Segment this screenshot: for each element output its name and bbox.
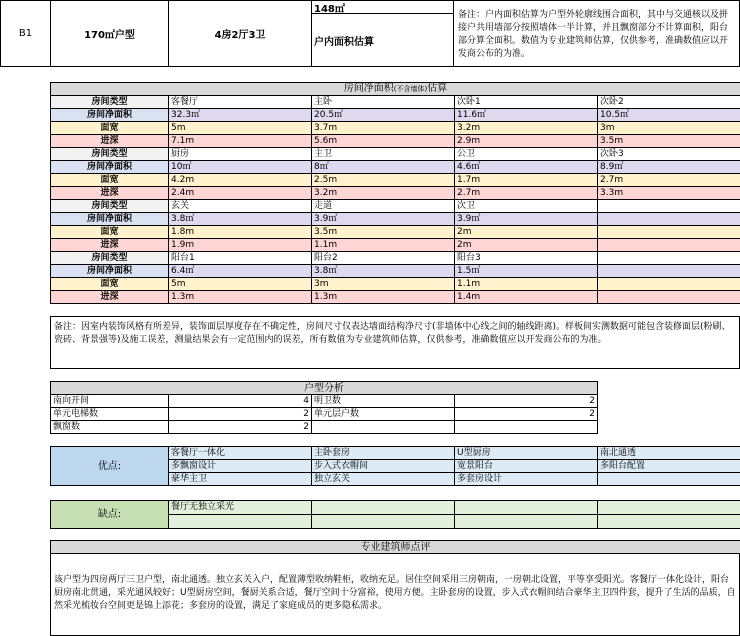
room-depth-label: 进深 [51, 187, 169, 200]
room-area-cell: 3.9㎡ [312, 213, 455, 226]
analysis-key [312, 421, 455, 434]
room-area-cell: 20.5㎡ [312, 109, 455, 122]
cons-item [169, 515, 312, 529]
room-depth-cell: 3.2m [312, 187, 455, 200]
analysis-row [51, 421, 598, 434]
room-depth-label: 进深 [51, 291, 169, 304]
net-area-row [51, 200, 740, 213]
room-depth-cell: 1.1m [312, 239, 455, 252]
area-label: 户内面积估算 [311, 13, 454, 67]
room-type-cell [598, 200, 740, 213]
room-depth-cell: 3.5m [598, 135, 740, 148]
room-width-label: 面宽 [51, 122, 169, 135]
room-area-cell: 32.3㎡ [169, 109, 312, 122]
pros-item: 步入式衣帽间 [312, 460, 455, 473]
pros-item: 豪华主卫 [169, 473, 312, 486]
room-area-cell: 4.6㎡ [455, 161, 598, 174]
room-width-label: 面宽 [51, 278, 169, 291]
room-area-cell: 6.4㎡ [169, 265, 312, 278]
pros-item: 南北通透 [598, 447, 740, 460]
room-area-cell: 3.8㎡ [169, 213, 312, 226]
room-width-cell [598, 278, 740, 291]
room-type-cell: 客餐厅 [169, 96, 312, 109]
room-area-label: 房间净面积 [51, 109, 169, 122]
room-width-label: 面宽 [51, 226, 169, 239]
room-width-cell: 3.5m [312, 226, 455, 239]
pros-item: 主卧套房 [312, 447, 455, 460]
pros-item: 独立玄关 [312, 473, 455, 486]
review-table [50, 540, 740, 554]
room-type-label: 房间类型 [51, 148, 169, 161]
review-text: 该户型为四房两厅三卫户型，南北通透。独立玄关入户，配置薄型收纳鞋柜，收纳充足。居住空间采用三房朝南，一房朝北设置，平等享受阳光。客餐厅一体化设计，阳台厨房南北贯通，采光通风较好；U型厨房空间，餐厨关系合适，餐厅空间十分富裕，使用方便。主卧套房的设置，步入式衣帽间结合豪华主卫四件套，提升了生活的品质，自然采光梳妆台空间更是锦上添花；多套房的设置，满足了家庭成员的更多隐私需求。 [50, 553, 740, 636]
room-width-cell: 1.7m [455, 174, 598, 187]
net-area-row [51, 109, 740, 122]
pros-item: U型厨房 [455, 447, 598, 460]
net-area-row [51, 187, 740, 200]
room-width-cell: 4.2m [169, 174, 312, 187]
room-depth-cell: 2.4m [169, 187, 312, 200]
room-type-cell: 公卫 [455, 148, 598, 161]
pros-item: 宽景阳台 [455, 460, 598, 473]
room-area-cell: 1.5㎡ [455, 265, 598, 278]
area-note: 备注：户内面积估算为户型外轮廓线围合面积，其中与交通核以及拼接户共用墙部分按照墙体一半计算，并且飘窗部分不计算面积，阳台部分算全面积。数值为专业建筑师估算，仅供参考，准确数值应以开发商公布的为准。 [453, 0, 740, 67]
net-area-row [51, 96, 740, 109]
room-area-cell: 8.9㎡ [598, 161, 740, 174]
analysis-title: 户型分析 [51, 382, 598, 395]
header-block [0, 0, 740, 67]
review-title: 专业建筑师点评 [51, 541, 740, 554]
analysis-value: 2 [169, 421, 312, 434]
room-width-cell: 2.7m [598, 174, 740, 187]
room-depth-cell: 1.3m [169, 291, 312, 304]
net-area-row [51, 122, 740, 135]
net-area-row [51, 213, 740, 226]
room-type-label: 房间类型 [51, 96, 169, 109]
room-area-cell [598, 213, 740, 226]
net-area-row [51, 252, 740, 265]
cons-item [455, 515, 598, 529]
room-depth-cell: 7.1m [169, 135, 312, 148]
room-width-cell: 2m [455, 226, 598, 239]
pros-item: 多套房设计 [455, 473, 598, 486]
cons-item [598, 515, 740, 529]
net-area-row [51, 239, 740, 252]
area-value: 148㎡ [311, 0, 454, 14]
net-area-row [51, 135, 740, 148]
room-width-label: 面宽 [51, 174, 169, 187]
room-depth-label: 进深 [51, 239, 169, 252]
pros-item: 客餐厅一体化 [169, 447, 312, 460]
cons-item [312, 501, 455, 515]
room-type-cell: 阳台3 [455, 252, 598, 265]
room-width-cell: 1.1m [455, 278, 598, 291]
room-type-cell [598, 252, 740, 265]
room-type-cell: 阳台1 [169, 252, 312, 265]
room-width-cell: 3.2m [455, 122, 598, 135]
analysis-row [51, 395, 598, 408]
pros-row [51, 447, 740, 460]
cons-row [51, 501, 740, 515]
room-depth-label: 进深 [51, 135, 169, 148]
unit-code: B1 [0, 0, 51, 67]
analysis-key: 明卫数 [312, 395, 455, 408]
room-type-cell: 次卧2 [598, 96, 740, 109]
room-area-label: 房间净面积 [51, 213, 169, 226]
pros-label: 优点: [51, 447, 169, 486]
pros-item: 多阳台配置 [598, 460, 740, 473]
net-area-title: 房间净面积(不含墙体)估算 [51, 83, 740, 96]
room-width-cell: 1.8m [169, 226, 312, 239]
room-width-cell: 5m [169, 278, 312, 291]
room-width-cell [598, 226, 740, 239]
analysis-key: 单元层户数 [312, 408, 455, 421]
net-area-row [51, 291, 740, 304]
room-area-cell: 10㎡ [169, 161, 312, 174]
room-type-cell: 玄关 [169, 200, 312, 213]
room-area-label: 房间净面积 [51, 265, 169, 278]
net-area-row [51, 226, 740, 239]
room-area-cell: 10.5㎡ [598, 109, 740, 122]
room-depth-cell [598, 239, 740, 252]
cons-label: 缺点: [51, 501, 169, 529]
cons-item [598, 501, 740, 515]
analysis-row [51, 408, 598, 421]
cons-item [312, 515, 455, 529]
net-area-row [51, 265, 740, 278]
room-type-label: 房间类型 [51, 252, 169, 265]
room-type-cell: 厨房 [169, 148, 312, 161]
room-depth-cell: 1.4m [455, 291, 598, 304]
net-area-note: 备注：因室内装饰风格有所差异，装饰面层厚度存在不确定性，房间尺寸仅表达墙面结构净尺寸(非墙体中心线之间的轴线距离)。样板间实测数据可能包含装修面层(粉刷、瓷砖、背景强等)及施工误差，测量结果会有一定范围内的误差，所有数值为专业建筑师估算，仅供参考，准确数值应以开发商公布的为准。 [50, 316, 740, 369]
cons-table [50, 500, 740, 529]
analysis-value: 4 [169, 395, 312, 408]
room-type-cell: 阳台2 [312, 252, 455, 265]
cons-item: 餐厅无独立采光 [169, 501, 312, 515]
room-type-label: 房间类型 [51, 200, 169, 213]
room-area-cell [598, 265, 740, 278]
room-area-cell: 3.9㎡ [455, 213, 598, 226]
room-depth-cell: 1.3m [312, 291, 455, 304]
analysis-key: 南向开间 [51, 395, 169, 408]
analysis-table [50, 381, 598, 434]
pros-item [598, 473, 740, 486]
room-type-cell: 走道 [312, 200, 455, 213]
room-type-cell: 次卫 [455, 200, 598, 213]
pros-item: 多飘窗设计 [169, 460, 312, 473]
unit-layout: 4房2厅3卫 [168, 0, 312, 67]
room-width-cell: 2.5m [312, 174, 455, 187]
analysis-key: 飘窗数 [51, 421, 169, 434]
cons-item [455, 501, 598, 515]
room-width-cell: 3m [598, 122, 740, 135]
pros-table [50, 446, 740, 486]
room-area-label: 房间净面积 [51, 161, 169, 174]
room-depth-cell: 2.7m [455, 187, 598, 200]
room-area-cell: 8㎡ [312, 161, 455, 174]
room-depth-cell: 1.9m [169, 239, 312, 252]
room-depth-cell [598, 291, 740, 304]
room-depth-cell: 2.9m [455, 135, 598, 148]
room-type-cell: 主卧 [312, 96, 455, 109]
net-area-row [51, 174, 740, 187]
room-width-cell: 3m [312, 278, 455, 291]
room-area-cell: 3.8㎡ [312, 265, 455, 278]
net-area-row [51, 161, 740, 174]
analysis-value: 2 [455, 408, 598, 421]
net-area-row [51, 278, 740, 291]
room-depth-cell: 3.3m [598, 187, 740, 200]
room-type-cell: 次卧1 [455, 96, 598, 109]
room-depth-cell: 2m [455, 239, 598, 252]
room-width-cell: 3.7m [312, 122, 455, 135]
room-type-cell: 次卧3 [598, 148, 740, 161]
analysis-value [455, 421, 598, 434]
analysis-key: 单元电梯数 [51, 408, 169, 421]
analysis-value: 2 [169, 408, 312, 421]
room-width-cell: 5m [169, 122, 312, 135]
net-area-table [50, 82, 740, 304]
room-area-cell: 11.6㎡ [455, 109, 598, 122]
room-type-cell: 主卫 [312, 148, 455, 161]
room-depth-cell: 5.6m [312, 135, 455, 148]
unit-type: 170㎡户型 [50, 0, 169, 67]
net-area-row [51, 148, 740, 161]
analysis-value: 2 [455, 395, 598, 408]
